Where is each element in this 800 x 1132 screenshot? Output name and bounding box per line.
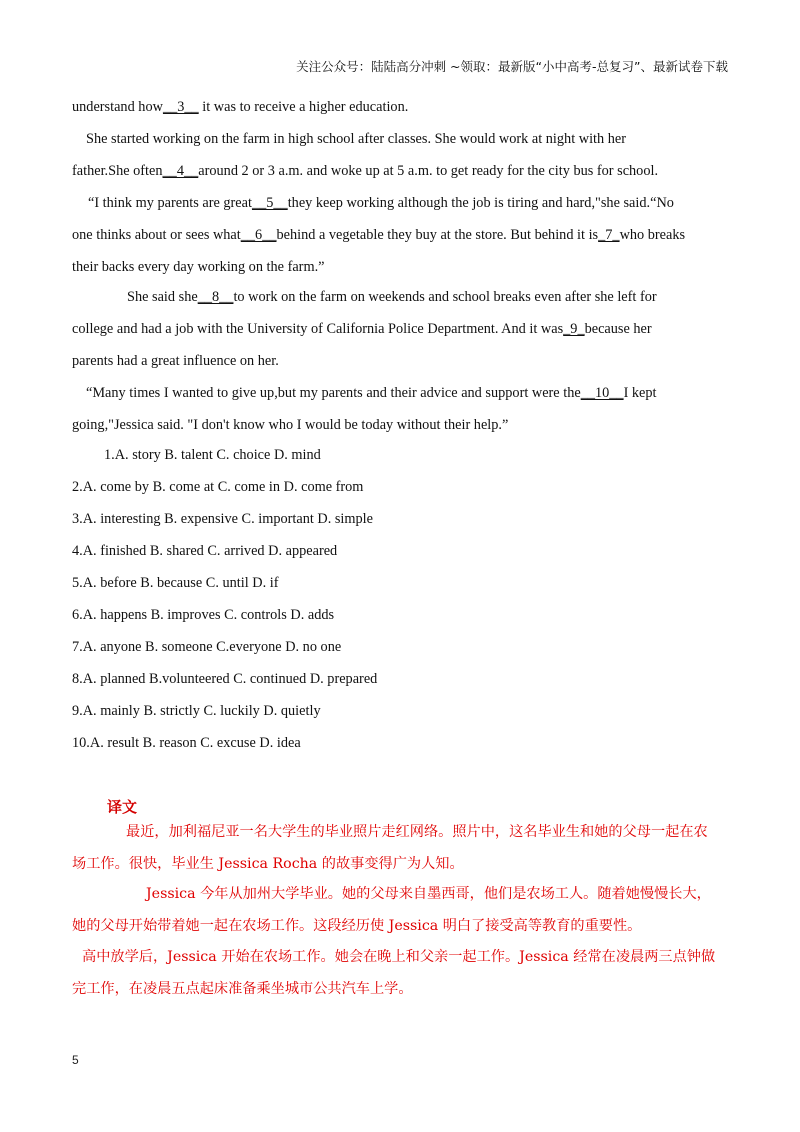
text: behind a vegetable they buy at the store. But behind it is xyxy=(276,227,599,243)
blank-6: __6__ xyxy=(240,227,277,243)
text: to work on the farm on weekends and school breaks even after she left for xyxy=(233,289,657,305)
translation-line-4: 她的父母开始带着她一起在农场工作。这段经历使 Jessica 明白了接受高等教育的重要性。 xyxy=(72,918,642,934)
passage-line-6 xyxy=(72,260,325,274)
passage-line-8 xyxy=(72,322,652,336)
text: around 2 or 3 a.m. and woke up at 5 a.m. to get ready for the city bus for school. xyxy=(198,163,659,179)
text: because her xyxy=(584,321,652,337)
option-10: 10.A. result B. reason C. excuse D. idea xyxy=(72,735,301,751)
blank-9: _9_ xyxy=(563,321,585,337)
text: parents had a great influence on her. xyxy=(72,353,279,369)
text: She said she xyxy=(127,289,198,305)
page-header: 关注公众号：陆陆高分冲刺 ~领取：最新版“小中高考-总复习”、最新试卷下载 xyxy=(296,59,728,74)
text: understand how xyxy=(72,99,163,115)
passage-line-5 xyxy=(72,228,685,242)
passage-line-2 xyxy=(86,132,626,146)
option-6: 6.A. happens B. improves C. controls D. adds xyxy=(72,607,335,623)
option-7: 7.A. anyone B. someone C.everyone D. no one xyxy=(72,639,342,655)
text: “I think my parents are great xyxy=(88,195,252,211)
passage-line-11 xyxy=(72,418,508,432)
option-9: 9.A. mainly B. strictly C. luckily D. quietly xyxy=(72,703,321,719)
option-1: 1.A. story B. talent C. choice D. mind xyxy=(104,447,321,463)
passage-line-9 xyxy=(72,354,279,368)
translation-line-2: 场工作。很快，毕业生 Jessica Rocha 的故事变得广为人知。 xyxy=(72,856,464,872)
translation-line-1: 最近，加利福尼亚一名大学生的毕业照片走红网络。照片中，这名毕业生和她的父母一起在农 xyxy=(126,824,708,840)
text: who breaks xyxy=(619,227,686,243)
translation-line-3: Jessica 今年从加州大学毕业。她的父母来自墨西哥，他们是农场工人。随着她慢慢长大， xyxy=(146,886,711,902)
option-2: 2.A. come by B. come at C. come in D. come from xyxy=(72,479,364,495)
option-4: 4.A. finished B. shared C. arrived D. appeared xyxy=(72,543,338,559)
text: She started working on the farm in high school after classes. She would work at night with her xyxy=(86,131,626,147)
blank-3: __3__ xyxy=(162,99,199,115)
translation-line-6: 完工作，在凌晨五点起床准备乘坐城市公共汽车上学。 xyxy=(72,981,413,997)
passage-line-3 xyxy=(72,164,658,178)
translation-heading: 译文 xyxy=(107,798,138,816)
text: their backs every day working on the farm.” xyxy=(72,259,325,275)
text: they keep working although the job is tiring and hard,"she said.“No xyxy=(287,195,674,211)
text: “Many times I wanted to give up,but my parents and their advice and support were the xyxy=(86,385,581,401)
page-number: 5 xyxy=(72,1053,79,1067)
text: father.She often xyxy=(72,163,163,179)
text: college and had a job with the University of California Police Department. And it was xyxy=(72,321,564,337)
text: I kept xyxy=(623,385,657,401)
blank-10: __10__ xyxy=(580,385,624,401)
blank-7: _7_ xyxy=(598,227,620,243)
translation-line-5: 高中放学后，Jessica 开始在农场工作。她会在晚上和父亲一起工作。Jessica 经常在凌晨两三点钟做 xyxy=(82,949,716,965)
option-5: 5.A. before B. because C. until D. if xyxy=(72,575,279,591)
blank-8: __8__ xyxy=(197,289,234,305)
text: going,"Jessica said. "I don't know who I would be today without their help.” xyxy=(72,417,509,433)
option-3: 3.A. interesting B. expensive C. important D. simple xyxy=(72,511,373,527)
passage-line-4 xyxy=(88,196,674,210)
passage-line-1 xyxy=(72,100,408,114)
option-8: 8.A. planned B.volunteered C. continued D. prepared xyxy=(72,671,378,687)
text: it was to receive a higher education. xyxy=(198,99,409,115)
blank-4: __4__ xyxy=(162,163,199,179)
blank-5: __5__ xyxy=(251,195,288,211)
passage-line-7 xyxy=(127,290,657,304)
text: one thinks about or sees what xyxy=(72,227,241,243)
passage-line-10 xyxy=(86,386,657,400)
